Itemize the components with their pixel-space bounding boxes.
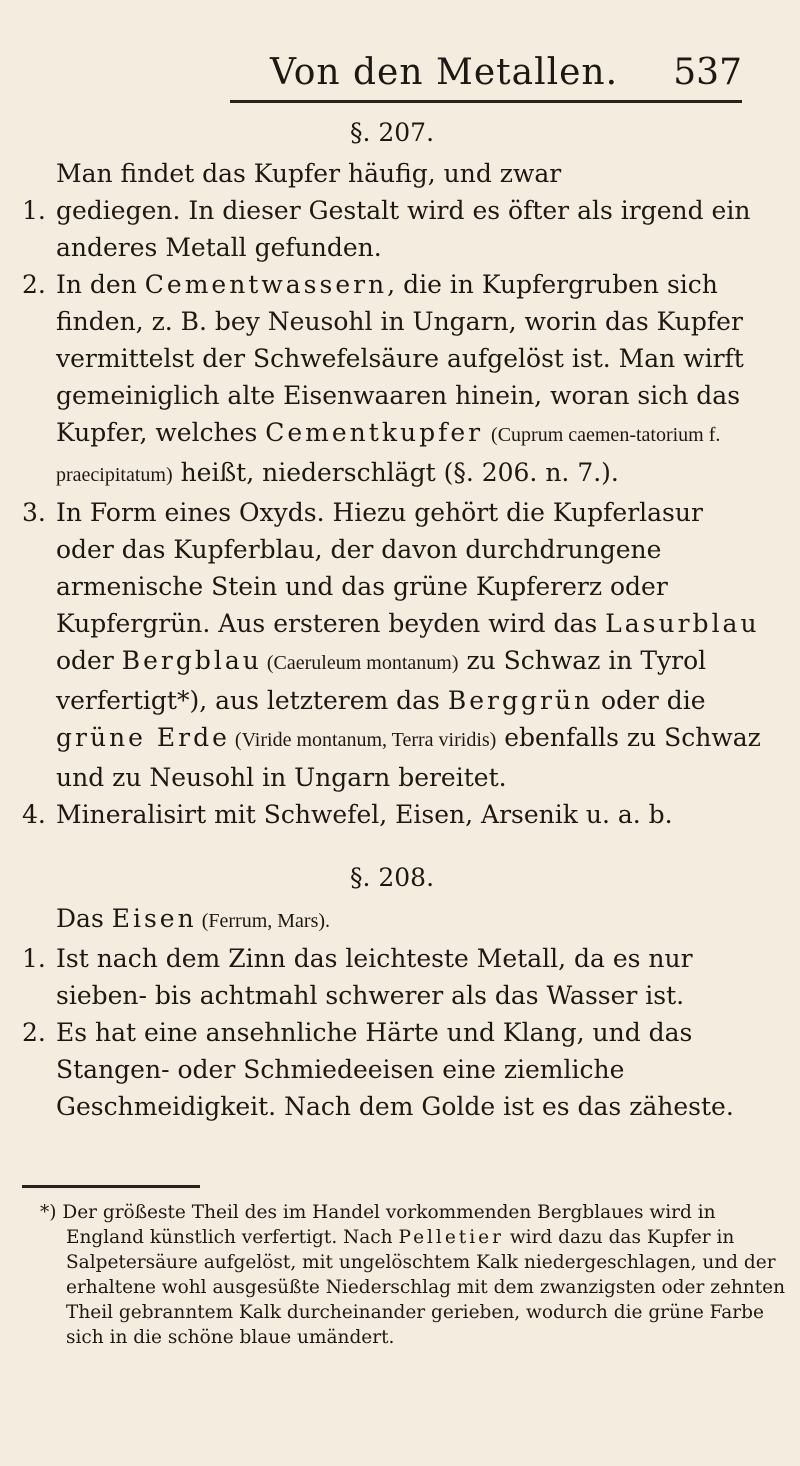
item-number: 4. xyxy=(22,800,46,829)
item-number: 3. xyxy=(22,498,46,527)
item-text xyxy=(483,418,491,447)
item-number: 2. xyxy=(22,270,46,299)
item-text: ebenfalls zu Schwaz und zu Neusohl in Ungarn bereitet. xyxy=(56,723,761,792)
list-item xyxy=(22,266,762,494)
section-heading-207: §. 207. xyxy=(349,118,435,147)
footnote-text: Der größeste Theil des im Handel vorkommenden Bergblaues wird in England künstlich verfertigt. Nach xyxy=(62,1202,716,1248)
footnote-text: wird dazu das Kupfer in Salpetersäure aufgelöst, mit ungelöschtem Kalk niedergeschlagen, und der erhaltene wohl ausgesüßte Niederschlag mit dem zwanzigsten oder zehnten Theil gebranntem Kalk durcheinander gerieben, wodurch die grüne Farbe sich in die schöne blaue umändert. xyxy=(66,1227,786,1348)
footnote-mark: *) xyxy=(40,1202,57,1223)
item-text: Mineralisirt mit Schwefel, Eisen, Arsenik u. a. b. xyxy=(56,800,673,829)
footnote-divider xyxy=(22,1185,200,1188)
page-number: 537 xyxy=(673,52,742,93)
item-number: 1. xyxy=(22,196,46,225)
section-heading-208: §. 208. xyxy=(349,863,435,892)
emphasized-term: Eisen xyxy=(111,904,197,933)
item-number: 1. xyxy=(22,944,46,973)
list-item xyxy=(22,940,762,1014)
list-item xyxy=(22,192,762,266)
running-title: Von den Metallen. xyxy=(270,52,619,93)
item-text: In Form eines Oxyds. Hiezu gehört die Kupferlasur oder das Kupferblau, der davon durchdrungene armenische Stein und das grüne Kupfererz oder Kupfergrün. Aus ersteren beyden wird das xyxy=(56,498,703,638)
item-text: heißt, niederschlägt (§. 206. n. 7.). xyxy=(172,458,619,487)
list-item xyxy=(22,494,762,796)
emphasized-term: Cementwassern xyxy=(144,270,388,299)
emphasized-term: Lasurblau xyxy=(605,609,760,638)
item-number: 2. xyxy=(22,1018,46,1047)
item-text: , die in Kupfergruben sich finden, z. B. bey Neusohl in Ungarn, worin das Kupfer vermittelst der Schwefelsäure aufgelöst ist. Man wirft gemeiniglich alte Eisenwaaren hinein, woran sich das Kupfer, welches xyxy=(56,270,744,447)
emphasized-term: grüne Erde xyxy=(56,723,230,752)
list-item xyxy=(22,1014,762,1125)
latin-term: (Cuprum caemen-tatorium f. praecipitatum) xyxy=(56,424,721,486)
item-text: oder die xyxy=(593,686,706,715)
emphasized-term: Bergblau xyxy=(121,646,262,675)
item-text: oder xyxy=(56,646,122,675)
running-head xyxy=(230,48,742,103)
intro-text: Das xyxy=(56,904,112,933)
list-item xyxy=(22,796,762,833)
emphasized-term: Cementkupfer xyxy=(265,418,484,447)
item-text: zu Schwaz in Tyrol verfertigt*), aus letzterem das xyxy=(56,646,707,715)
latin-term: (Ferrum, Mars). xyxy=(196,910,331,932)
emphasized-name: Pelletier xyxy=(398,1227,504,1248)
item-text: Ist nach dem Zinn das leichteste Metall, da es nur sieben- bis achtmahl schwerer als das Wasser ist. xyxy=(56,944,693,1010)
item-text: Es hat eine ansehnliche Härte und Klang, und das Stangen- oder Schmiedeeisen eine ziemliche Geschmeidigkeit. Nach dem Golde ist es das zäheste. xyxy=(56,1018,734,1121)
page-body xyxy=(22,110,762,1125)
latin-term: (Caeruleum montanum) xyxy=(261,652,459,674)
footnote xyxy=(40,1200,796,1350)
emphasized-term: Berggrün xyxy=(447,686,594,715)
section-208-intro xyxy=(22,900,762,940)
section-207-intro: Man findet das Kupfer häufig, und zwar xyxy=(56,159,562,188)
item-text: In den xyxy=(56,270,145,299)
item-text: gediegen. In dieser Gestalt wird es öfter als irgend ein anderes Metall gefunden. xyxy=(56,196,751,262)
latin-term: (Viride montanum, Terra viridis) xyxy=(229,729,497,751)
